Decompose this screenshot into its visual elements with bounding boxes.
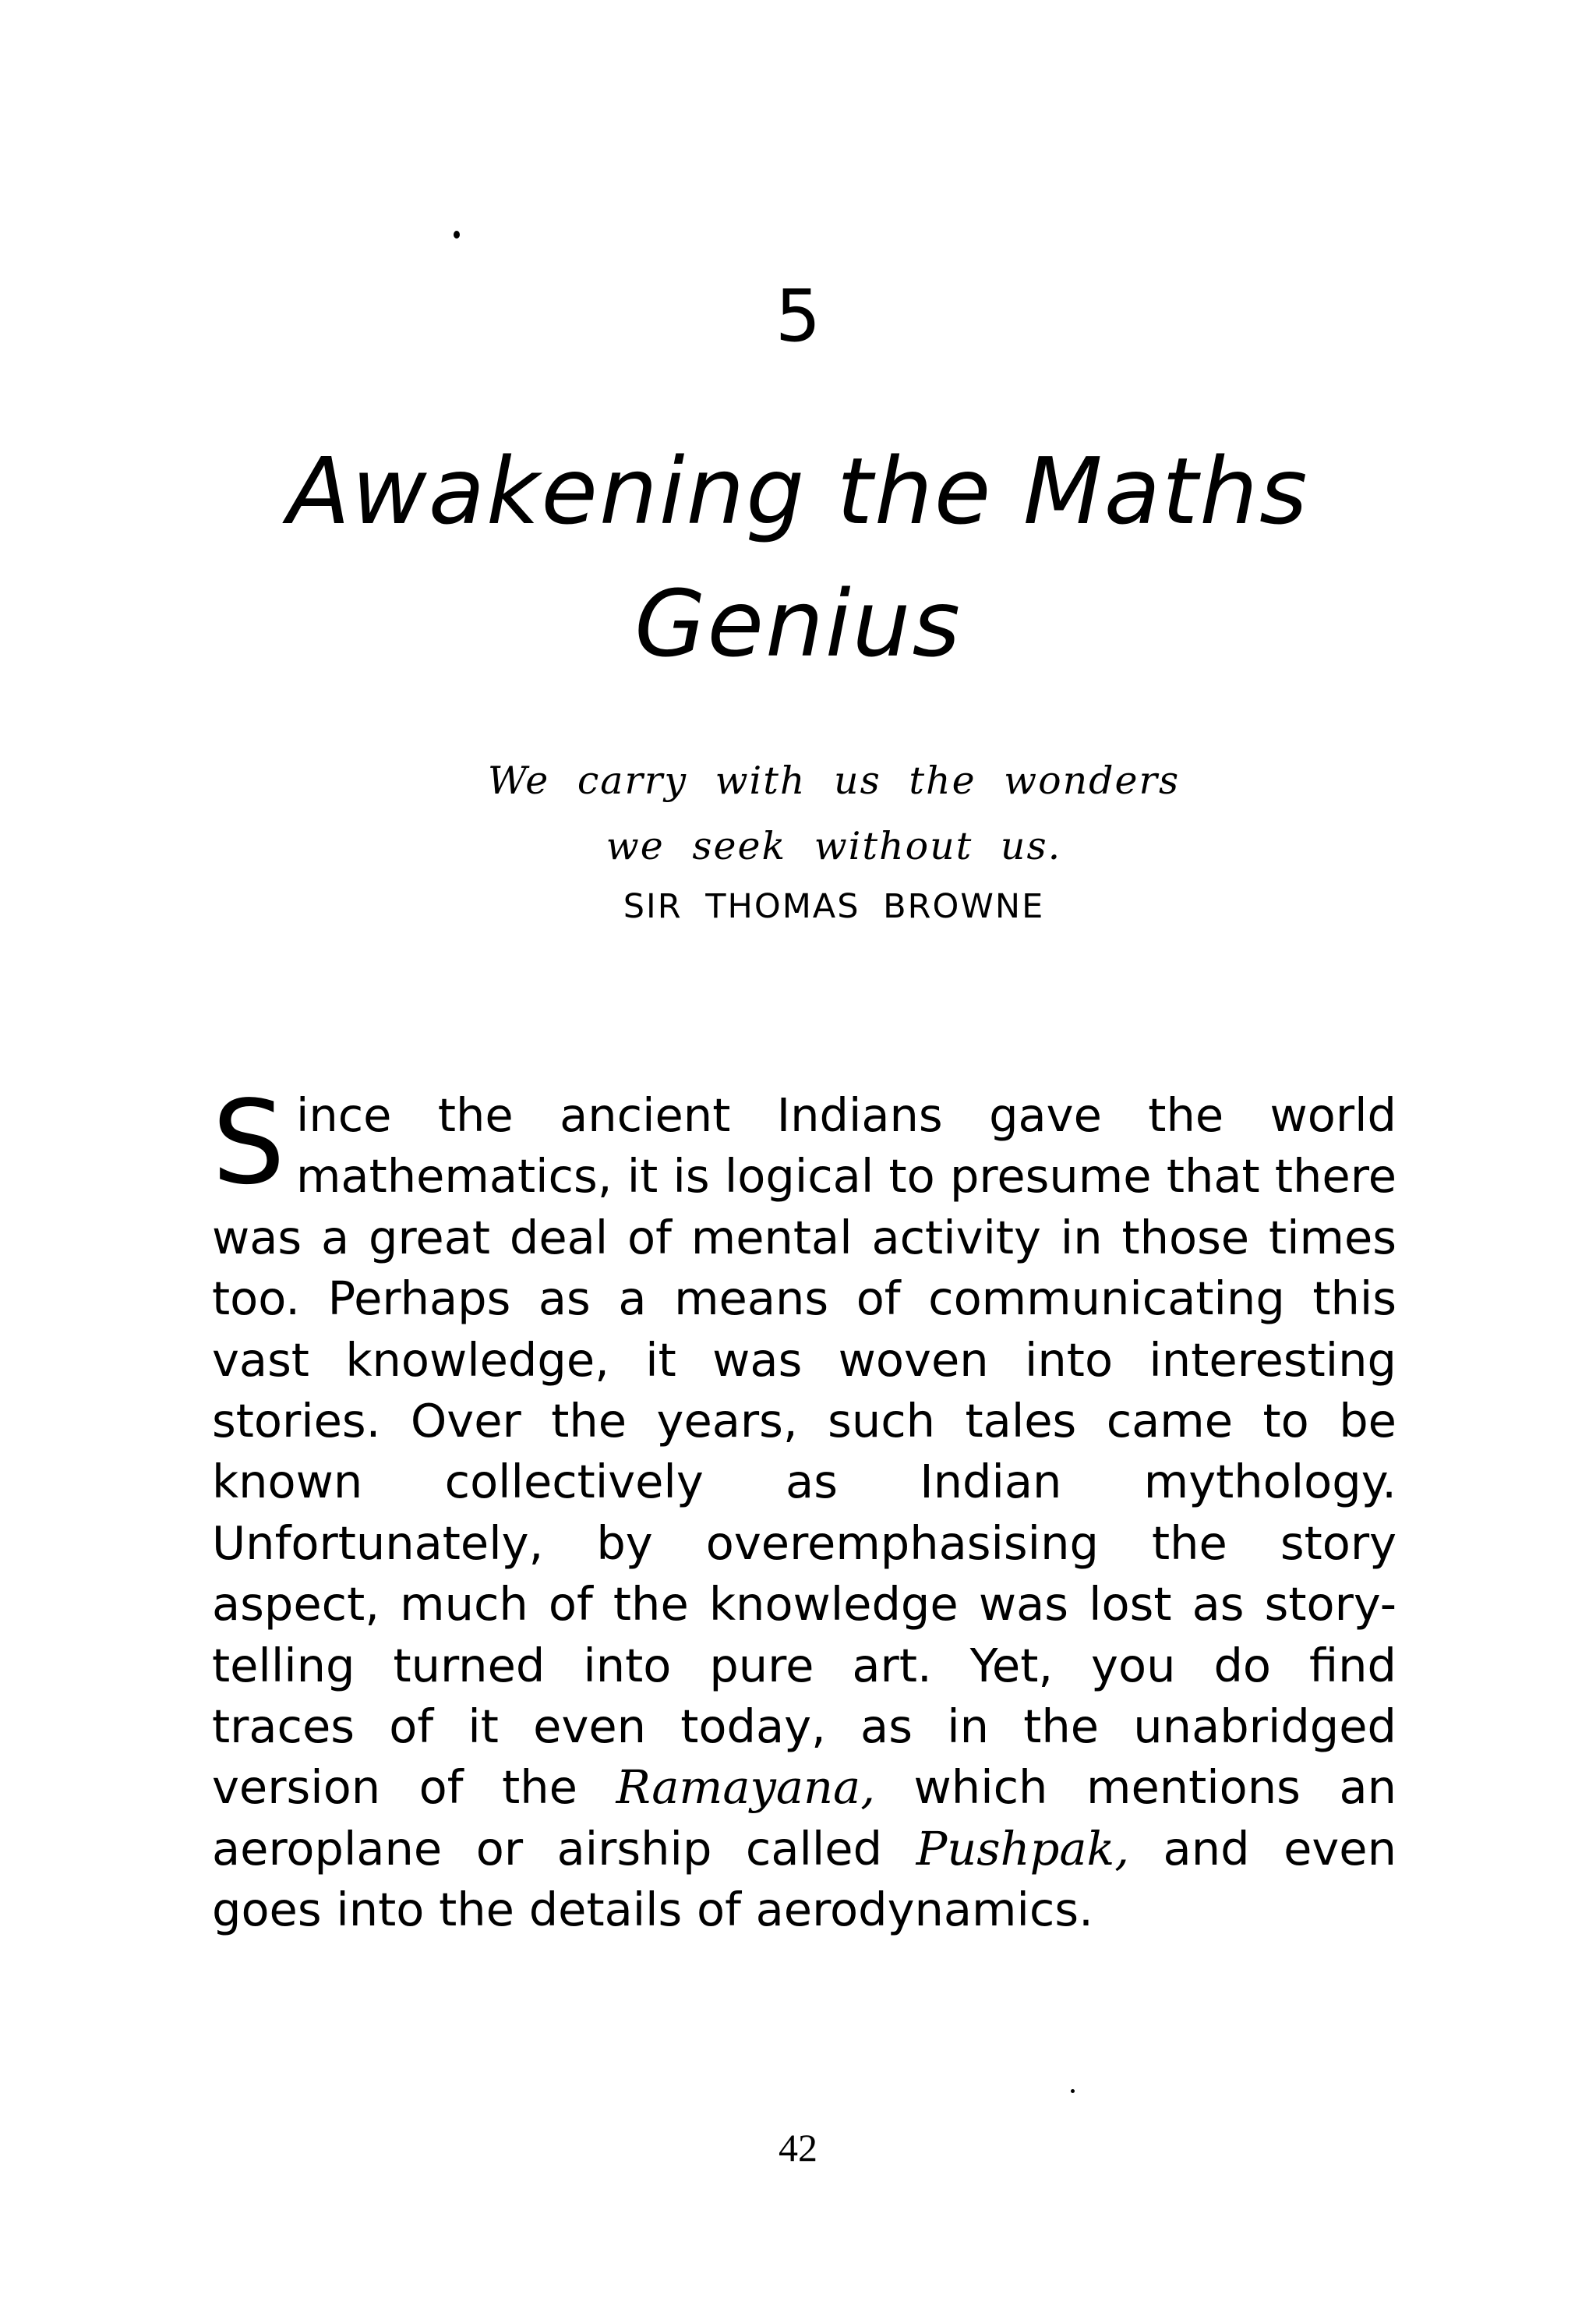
chapter-number: 5 [775,274,821,358]
epigraph [436,748,1231,879]
chapter-title-line-1: Awakening the Maths [287,437,1309,545]
body-line: traces of it even today, as in the unabridged [212,1699,1396,1754]
body-line: ince the ancient Indians gave the world [295,1088,1396,1142]
body-line: known collectively as Indian mythology. [212,1455,1396,1509]
body-line: too. Perhaps as a means of communicating this [212,1271,1396,1326]
print-speck [454,231,460,239]
body-text-run: aeroplane or airship called [212,1821,916,1876]
body-line: aspect, much of the knowledge was lost as story- [212,1577,1396,1632]
epigraph-line-1: We carry with us the wonders [487,758,1181,803]
term-pushpak: Pushpak, [916,1821,1130,1876]
body-text-run: version of the [212,1760,616,1815]
book-title-ramayana: Ramayana, [616,1760,875,1815]
body-line: vast knowledge, it was woven into interesting [212,1332,1396,1387]
body-text-run: which mentions an [874,1760,1396,1815]
body-line: mathematics, it is logical to presume that there [295,1149,1396,1204]
body-line: stories. Over the years, such tales came to be [212,1394,1396,1448]
page-number: 42 [779,2126,817,2169]
body-line: Unfortunately, by overemphasising the story [212,1515,1396,1570]
body-paragraph [212,1076,1396,1941]
body-line: was a great deal of mental activity in those times [212,1210,1396,1264]
body-line [212,1819,1396,1879]
body-line: telling turned into pure art. Yet, you do find [212,1638,1396,1692]
body-line [212,1757,1396,1818]
body-text-run: and even [1129,1821,1396,1876]
chapter-title-line-2: Genius [634,570,962,677]
chapter-title [0,425,1596,690]
print-speck [1071,2089,1075,2093]
drop-cap: S [212,1076,285,1210]
epigraph-line-2: we seek without us. [606,824,1062,868]
epigraph-attribution: SIR THOMAS BROWNE [623,887,1045,926]
body-line: goes into the details of aerodynamics. [212,1883,1093,1937]
drop-cap-lines [296,1085,1396,1207]
